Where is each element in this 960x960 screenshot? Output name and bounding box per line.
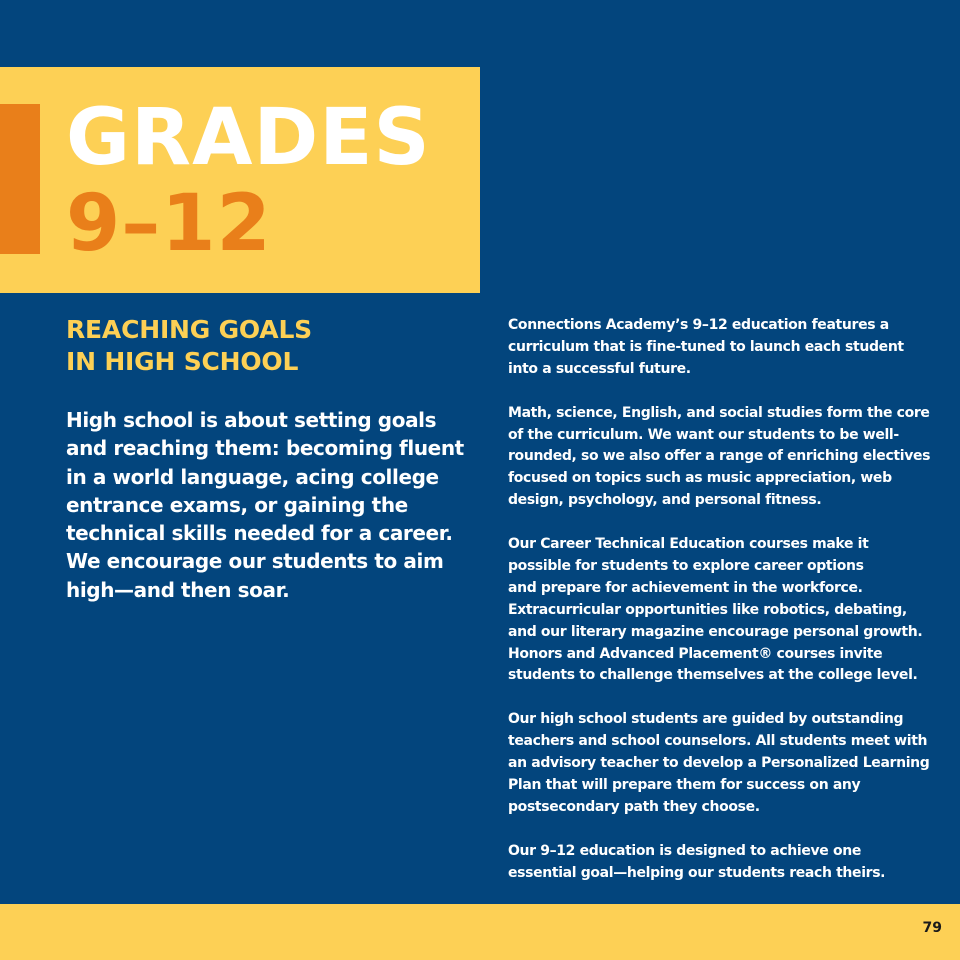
- body-line: rounded, so we also offer a range of enriching electives: [508, 448, 931, 465]
- title-accent-bar: [0, 104, 40, 254]
- body-line: Our Career Technical Education courses make it: [508, 536, 869, 553]
- body-paragraph: [508, 841, 928, 885]
- section-heading-line: REACHING GOALS: [66, 315, 312, 344]
- intro-line: We encourage our students to aim: [66, 549, 444, 574]
- body-paragraph: [508, 315, 928, 381]
- intro-line: entrance exams, or gaining the: [66, 492, 408, 517]
- body-line: Our high school students are guided by outstanding: [508, 711, 904, 728]
- section-heading: [66, 314, 446, 378]
- body-paragraph: [508, 534, 928, 687]
- page-number: 79: [922, 920, 942, 936]
- body-line: teachers and school counselors. All students meet with: [508, 733, 928, 750]
- body-paragraph: [508, 709, 928, 819]
- title-grades: GRADES: [66, 93, 431, 183]
- body-line: focused on topics such as music appreciation, web: [508, 470, 892, 487]
- body-line: essential goal—helping our students reach theirs.: [508, 864, 886, 881]
- intro-line: high—and then soar.: [66, 577, 290, 602]
- body-line: Our 9–12 education is designed to achieve one: [508, 842, 861, 859]
- footer-band: [0, 904, 960, 960]
- body-line: and prepare for achievement in the workforce.: [508, 579, 863, 596]
- intro-line: in a world language, acing college: [66, 464, 439, 489]
- body-column: [508, 315, 931, 906]
- intro-line: technical skills needed for a career.: [66, 521, 453, 546]
- title-grade-range: 9–12: [66, 179, 272, 269]
- body-line: and our literary magazine encourage personal growth.: [508, 623, 923, 640]
- body-line: Extracurricular opportunities like robotics, debating,: [508, 601, 907, 618]
- section-heading-line: IN HIGH SCHOOL: [66, 347, 299, 376]
- intro-line: High school is about setting goals: [66, 408, 437, 432]
- body-line: Plan that will prepare them for success on any: [508, 776, 861, 793]
- body-line: Connections Academy’s 9–12 education features a: [508, 317, 889, 333]
- body-line: into a successful future.: [508, 360, 691, 377]
- body-line: curriculum that is fine-tuned to launch each student: [508, 338, 904, 355]
- intro-text: [66, 406, 466, 604]
- body-line: design, psychology, and personal fitness.: [508, 492, 822, 509]
- body-line: students to challenge themselves at the college level.: [508, 667, 918, 684]
- intro-line: and reaching them: becoming fluent: [66, 436, 464, 461]
- body-line: possible for students to explore career options: [508, 557, 864, 574]
- body-line: of the curriculum. We want our students to be well-: [508, 426, 899, 443]
- body-paragraph: [508, 403, 931, 513]
- body-line: Honors and Advanced Placement® courses invite: [508, 645, 883, 662]
- body-line: Math, science, English, and social studies form the core: [508, 404, 930, 421]
- body-line: postsecondary path they choose.: [508, 798, 760, 815]
- body-line: an advisory teacher to develop a Personalized Learning: [508, 755, 930, 772]
